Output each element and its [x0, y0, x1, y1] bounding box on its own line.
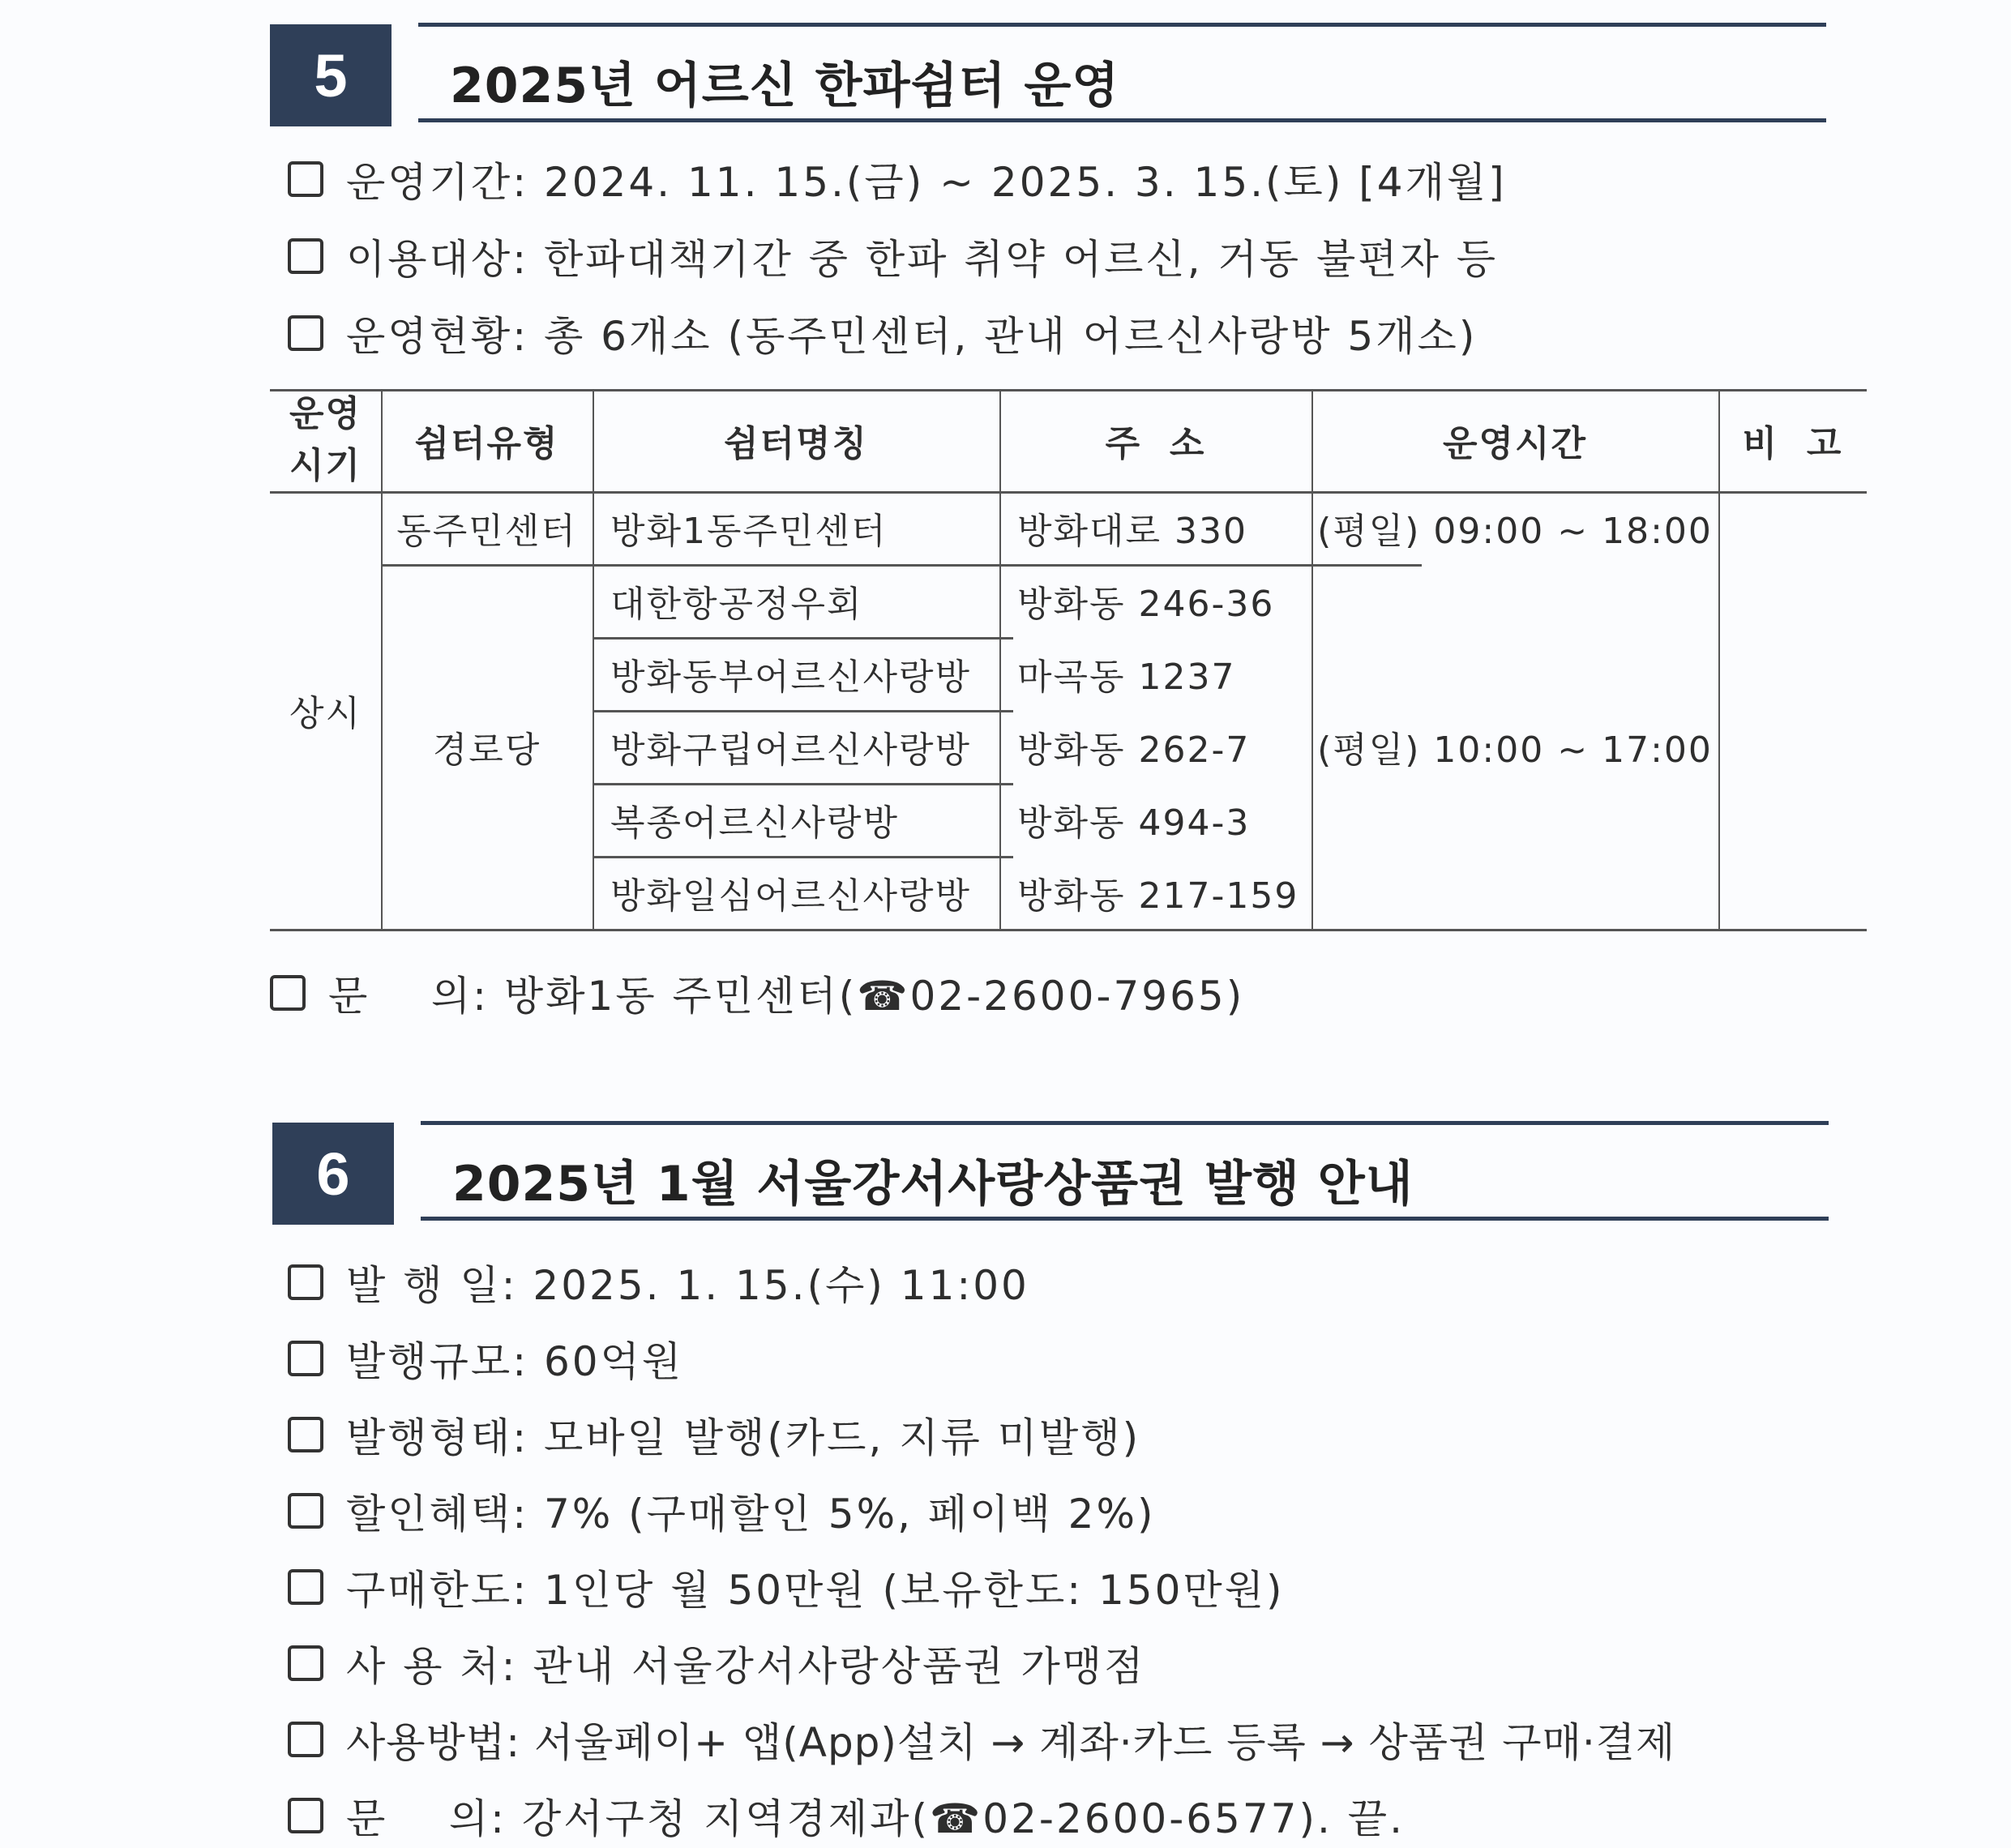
- section-5-rule-bottom: [418, 118, 1826, 122]
- section-6-rule-top: [421, 1121, 1829, 1125]
- section-6-item-usage: [288, 1635, 1145, 1692]
- table-row-name: 방화구립어르신사랑방: [610, 729, 972, 771]
- table-rule: [270, 929, 1867, 931]
- item-text: 구매한도: 1인당 월 50만원 (보유한도: 150만원): [346, 1567, 1285, 1614]
- table-row-address: 방화동 217-159: [1017, 875, 1299, 917]
- section-6-item-contact: [288, 1787, 1405, 1844]
- section-6-title: 2025년 1월 서울강서사랑상품권 발행 안내: [452, 1156, 1414, 1213]
- item-text: 이용대상: 한파대책기간 중 한파 취약 어르신, 거동 불편자 등: [346, 236, 1499, 283]
- header-period-line2: 시기: [289, 445, 362, 486]
- item-text: 할인혜택: 7% (구매할인 5%, 페이백 2%): [346, 1491, 1156, 1538]
- cell-hours-senior: (평일) 10:00 ~ 17:00: [1317, 729, 1713, 771]
- header-period: [270, 389, 381, 491]
- section-6-item-limit: [288, 1559, 1285, 1615]
- section-5-number: 5: [270, 24, 392, 126]
- checkbox-icon: [288, 1264, 323, 1300]
- shelter-table: [270, 389, 1867, 934]
- item-text: 발행형태: 모바일 발행(카드, 지류 미발행): [346, 1414, 1141, 1461]
- table-row-name: 복종어르신사랑방: [610, 802, 900, 844]
- header-note: 비 고: [1742, 423, 1843, 464]
- header-hours: 운영시간: [1442, 423, 1587, 464]
- section-6-number: 6: [272, 1123, 394, 1225]
- section-5-item-target: [288, 228, 1498, 284]
- section-5-title: 2025년 어르신 한파쉼터 운영: [450, 58, 1120, 114]
- section-6-item-method: [288, 1711, 1675, 1768]
- checkbox-icon: [288, 161, 323, 197]
- table-row-address: 방화대로 330: [1017, 511, 1247, 552]
- checkbox-icon: [288, 1569, 323, 1605]
- checkbox-icon: [288, 315, 323, 351]
- item-text: 운영현황: 총 6개소 (동주민센터, 관내 어르신사랑방 5개소): [346, 313, 1478, 360]
- section-5-item-status: [288, 305, 1477, 361]
- section-6-item-format: [288, 1406, 1140, 1463]
- table-row-address: 방화동 262-7: [1017, 729, 1251, 771]
- section-5-rule-top: [418, 23, 1826, 27]
- cell-period: 상시: [289, 693, 362, 734]
- cell-hours-center: (평일) 09:00 ~ 18:00: [1317, 511, 1713, 552]
- cell-type-center: 동주민센터: [396, 511, 577, 552]
- cell-type-senior: 경로당: [432, 729, 541, 771]
- checkbox-icon: [288, 238, 323, 274]
- item-text: 사 용 처: 관내 서울강서사랑상품권 가맹점: [346, 1643, 1146, 1690]
- checkbox-icon: [288, 1722, 323, 1757]
- checkbox-icon: [288, 1645, 323, 1681]
- header-name: 쉼터명칭: [723, 423, 868, 464]
- header-type: 쉼터유형: [414, 423, 559, 464]
- table-row-address: 방화동 494-3: [1017, 802, 1251, 844]
- checkbox-icon: [288, 1798, 323, 1833]
- item-text: 문 의: 방화1동 주민센터(☎02-2600-7965): [328, 973, 1245, 1020]
- item-text: 사용방법: 서울페이+ 앱(App)설치 → 계좌·카드 등록 → 상품권 구매·결제: [346, 1719, 1676, 1766]
- table-row-name: 방화동부어르신사랑방: [610, 657, 972, 698]
- checkbox-icon: [288, 1341, 323, 1376]
- header-address: 주 소: [1105, 423, 1206, 464]
- table-row-name: 방화1동주민센터: [610, 511, 888, 552]
- table-row-name: 대한항공정우회: [610, 584, 863, 625]
- table-row-address: 방화동 246-36: [1017, 584, 1275, 625]
- checkbox-icon: [288, 1493, 323, 1529]
- section-5-header: [270, 23, 1826, 128]
- table-row-name: 방화일심어르신사랑방: [610, 875, 972, 917]
- item-text: 발 행 일: 2025. 1. 15.(수) 11:00: [346, 1262, 1029, 1309]
- item-text: 발행규모: 60억원: [346, 1338, 684, 1385]
- item-text: 운영기간: 2024. 11. 15.(금) ~ 2025. 3. 15.(토) [4개월]: [346, 159, 1507, 206]
- section-6-header: [272, 1121, 1829, 1226]
- section-6-item-scale: [288, 1330, 683, 1387]
- table-row-address: 마곡동 1237: [1017, 657, 1236, 698]
- header-period-line1: 운영: [289, 393, 362, 434]
- item-text: 문 의: 강서구청 지역경제과(☎02-2600-6577). 끝.: [346, 1795, 1405, 1842]
- section-5-item-period: [288, 151, 1507, 207]
- section-6-item-discount: [288, 1482, 1155, 1539]
- checkbox-icon: [270, 975, 306, 1011]
- checkbox-icon: [288, 1417, 323, 1452]
- section-5-item-contact: [270, 965, 1244, 1021]
- section-6-rule-bottom: [421, 1217, 1829, 1221]
- section-6-item-date: [288, 1254, 1029, 1311]
